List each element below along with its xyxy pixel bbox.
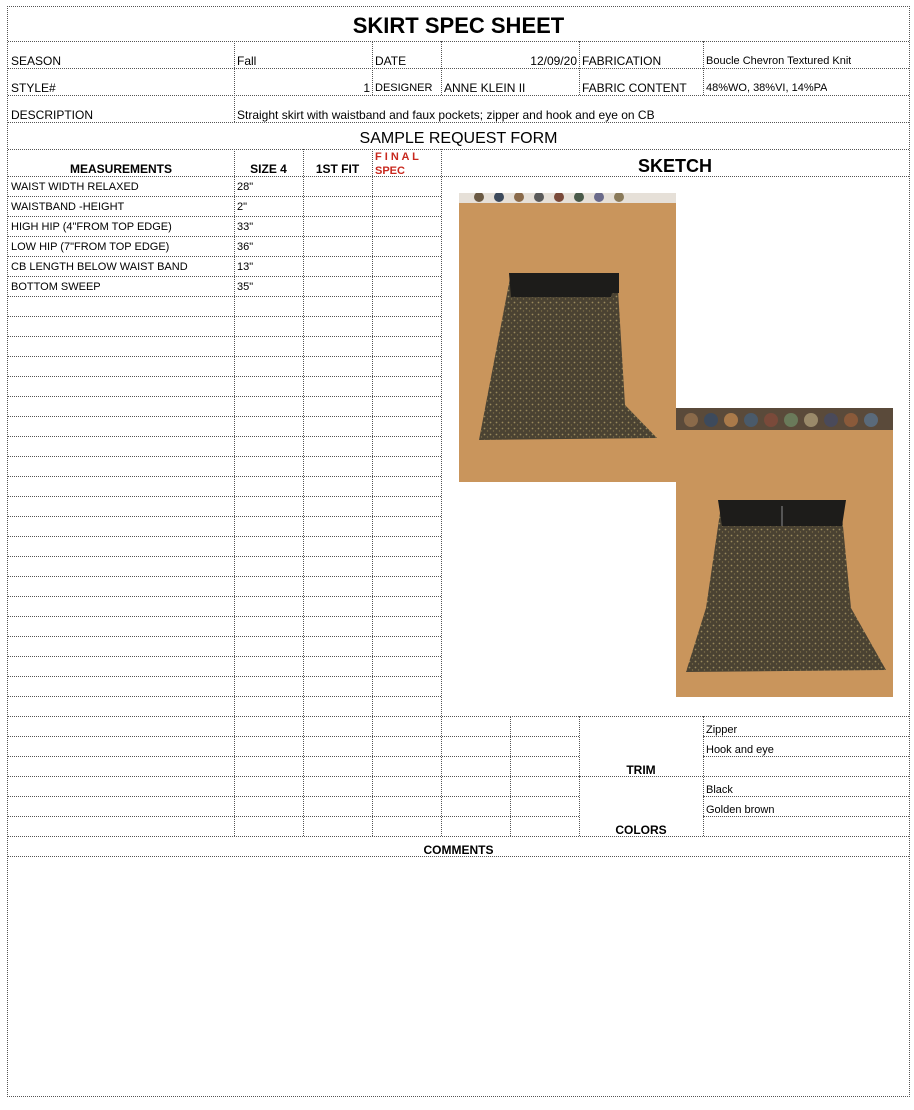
- fabrication-label: FABRICATION: [582, 54, 662, 68]
- measurement-size-value: 33": [237, 221, 254, 233]
- measurement-name: HIGH HIP (4"FROM TOP EDGE): [11, 221, 172, 233]
- measurement-name: CB LENGTH BELOW WAIST BAND: [11, 261, 188, 273]
- measurement-size-value: 2": [237, 201, 248, 213]
- page-title: SKIRT SPEC SHEET: [352, 13, 565, 38]
- fabric-content-value: 48%WO, 38%VI, 14%PA: [706, 82, 828, 94]
- measurement-size-value: 13": [237, 261, 254, 273]
- date-label: DATE: [375, 54, 407, 68]
- fabrication-value: Boucle Chevron Textured Knit: [706, 55, 852, 67]
- comments-label: COMMENTS: [423, 843, 494, 857]
- trim-item: Zipper: [706, 724, 738, 736]
- date-value: 12/09/20: [530, 54, 577, 68]
- skirt-front-photo: [459, 193, 676, 482]
- skirt-back-photo: [676, 408, 893, 697]
- description-value: Straight skirt with waistband and faux pockets; zipper and hook and eye on CB: [237, 108, 655, 122]
- description-label: DESCRIPTION: [11, 108, 94, 122]
- measurement-name: BOTTOM SWEEP: [11, 281, 101, 293]
- col-final-spec-line2: SPEC: [375, 165, 405, 177]
- designer-value: ANNE KLEIN II: [444, 81, 526, 95]
- color-item: Golden brown: [706, 804, 775, 816]
- measurement-name: WAIST WIDTH RELAXED: [11, 181, 139, 193]
- measurement-size-value: 35": [237, 281, 254, 293]
- spec-sheet: [7, 6, 910, 1097]
- season-label: SEASON: [11, 54, 62, 68]
- measurement-size-value: 36": [237, 241, 254, 253]
- style-value: 1: [363, 81, 370, 95]
- fabric-content-label: FABRIC CONTENT: [582, 81, 687, 95]
- style-label: STYLE#: [11, 81, 56, 95]
- sample-request-heading: SAMPLE REQUEST FORM: [359, 130, 558, 147]
- col-measurements: MEASUREMENTS: [69, 162, 172, 176]
- col-final-spec-line1: F I N A L: [375, 151, 419, 163]
- measurement-name: LOW HIP (7"FROM TOP EDGE): [11, 241, 170, 253]
- designer-label: DESIGNER: [375, 82, 433, 94]
- colors-label: COLORS: [615, 823, 667, 837]
- col-first-fit: 1ST FIT: [315, 162, 360, 176]
- season-value: Fall: [237, 54, 257, 68]
- trim-item: Hook and eye: [706, 744, 774, 756]
- trim-label: TRIM: [626, 763, 656, 777]
- measurement-name: WAISTBAND -HEIGHT: [11, 201, 125, 213]
- color-item: Black: [706, 784, 733, 796]
- measurement-size-value: 28": [237, 181, 254, 193]
- sketch-heading: SKETCH: [637, 156, 712, 176]
- col-size: SIZE 4: [250, 162, 287, 176]
